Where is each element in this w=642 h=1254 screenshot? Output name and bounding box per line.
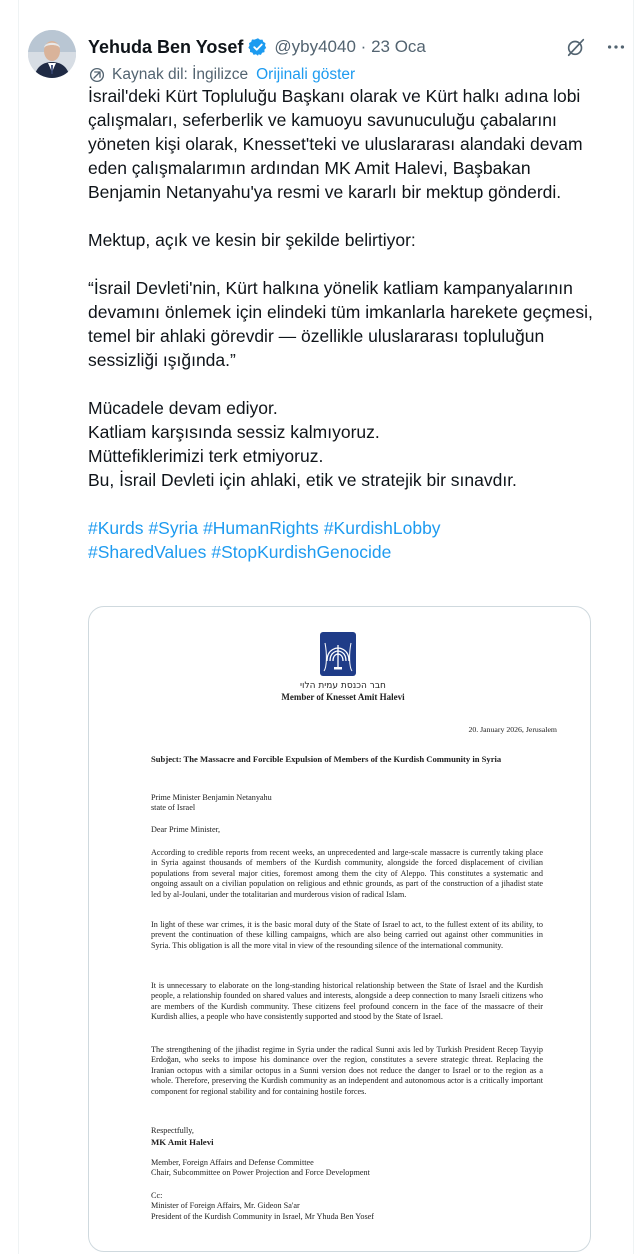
cc-block bbox=[151, 1191, 543, 1222]
translation-label: Kaynak dil: İngilizce bbox=[112, 66, 249, 83]
closing-line: Mücadele devam ediyor. bbox=[88, 398, 278, 418]
closing-line: Müttefiklerimizi terk etmiyoruz. bbox=[88, 446, 324, 466]
avatar-image bbox=[28, 30, 76, 78]
respectfully: Respectfully, bbox=[151, 1126, 194, 1135]
thread-border-right bbox=[633, 0, 634, 1254]
tweet-paragraph: İsrail'deki Kürt Topluluğu Başkanı olarak ve Kürt halkı adına lobi çalışmaları, seferberlik ve kamuoyu savunuculuğu çabalarını yöneten kişi olarak, Knesset'teki ve uluslararası alandaki devam eden çalışmalarımın ardından MK Amit Halevi, Başbakan Benjamin Netanyahu'ya resmi ve kararlı bir mektup gönderdi. bbox=[88, 86, 583, 202]
addressee-line: Prime Minister Benjamin Netanyahu bbox=[151, 793, 272, 802]
closing-line: Bu, İsrail Devleti için ahlaki, etik ve stratejik bir sınavdır. bbox=[88, 470, 517, 490]
signature-name: MK Amit Halevi bbox=[151, 1137, 214, 1147]
hashtag-link[interactable]: #SharedValues bbox=[88, 542, 207, 562]
cc-line: Minister of Foreign Affairs, Mr. Gideon Sa'ar bbox=[151, 1201, 300, 1211]
closing-line: Katliam karşısında sessiz kalmıyoruz. bbox=[88, 422, 380, 442]
addressee-block bbox=[151, 793, 543, 814]
hashtag-link[interactable]: #Kurds bbox=[88, 518, 144, 538]
letter-subject: Subject: The Massacre and Forcible Expulsion of Members of the Kurdish Community in Syria bbox=[151, 754, 502, 764]
menorah-emblem-icon bbox=[319, 631, 357, 677]
letter-paragraph: The strengthening of the jihadist regime in Syria under the radical Sunni axis led by Turkish President Recep Tayyip Erdoğan, who seeks to impose his dominance over the region, constitutes a severe strategic threat. Replacing the Iranian octopus with a similar octopus in a Sunni version does not reduce the danger to Israel or to the region as a whole. Therefore, preserving the Kurdish community as an independent and autonomous actor is a critically important component for regional stability and for containing hostile forces. bbox=[151, 1045, 543, 1096]
hashtag-link[interactable]: #KurdishLobby bbox=[323, 518, 441, 538]
author-handle[interactable] bbox=[274, 37, 425, 57]
letter-paragraph: It is unnecessary to elaborate on the long-standing historical relationship between the State of Israel and the Kurdish people, a relationship founded on shared values and interests, alongside a deep connection to many Israeli citizens who are members of the Kurdish community. These citizens feel profound concern in the face of the massacre of their Kurdish allies, a people who have consistently supported and stood by the State of Israel. bbox=[151, 981, 543, 1022]
separator-dot: · bbox=[360, 37, 367, 56]
tweet-quote-paragraph: “İsrail Devleti'nin, Kürt halkına yönelik katliam kampanyalarının devamını önlemek için elindeki tüm imkanlarla harekete geçmesi, temel bir ahlaki görevdir — özellikle uluslararası topluluğun sessizliği ışığında.” bbox=[88, 278, 593, 370]
grok-icon[interactable] bbox=[564, 35, 588, 59]
avatar[interactable] bbox=[28, 30, 76, 78]
handle-text: @yby4040 bbox=[274, 37, 356, 56]
closing-lines bbox=[88, 396, 608, 492]
letter-date: 20. January 2026, Jerusalem bbox=[468, 725, 557, 734]
hebrew-header: חבר הכנסת עמית הלוי bbox=[300, 681, 386, 691]
addressee-line: state of Israel bbox=[151, 803, 196, 813]
show-original-link[interactable]: Orijinali göster bbox=[256, 66, 356, 83]
member-header: Member of Knesset Amit Halevi bbox=[281, 692, 405, 702]
translation-notice bbox=[88, 64, 355, 86]
letter-paragraph: In light of these war crimes, it is the basic moral duty of the State of Israel to act, to the fullest extent of its ability, to prevent the continuation of these killing campaigns, which are also being carried out against other communities in Syria. This obligation is all the more vital in view of the resounding silence of the international community. bbox=[151, 920, 543, 950]
verified-badge-icon bbox=[248, 37, 268, 57]
title-line: Chair, Subcommittee on Power Projection and Force Development bbox=[151, 1168, 370, 1178]
title-line: Member, Foreign Affairs and Defense Committee bbox=[151, 1158, 314, 1167]
tweet-body bbox=[88, 84, 608, 564]
letter-paragraph: According to credible reports from recent weeks, an unprecedented and large-scale massacre is currently taking place in Syria against thousands of members of the Kurdish community, alongside the forced displacement of civilian populations from several major cities, foremost among them the city of Aleppo. This constitutes a systematic and ongoing assault on a civilian population on religious and ethnic grounds, as part of the construction of a jihadist state led by al-Joulani, under the totalitarian and murderous vision of radical Islam. bbox=[151, 848, 543, 899]
thread-border-left bbox=[18, 0, 19, 1254]
author-name[interactable]: Yehuda Ben Yosef bbox=[88, 36, 244, 57]
tweet-date[interactable]: 23 Oca bbox=[371, 37, 426, 56]
translate-icon bbox=[88, 66, 106, 84]
attached-image[interactable] bbox=[88, 606, 591, 1252]
tweet-header bbox=[88, 34, 628, 60]
hashtag-link[interactable]: #Syria bbox=[148, 518, 199, 538]
cc-label: Cc: bbox=[151, 1191, 163, 1200]
title-block bbox=[151, 1158, 543, 1179]
salutation: Dear Prime Minister, bbox=[151, 825, 221, 834]
hashtag-link[interactable]: #HumanRights bbox=[203, 518, 319, 538]
hashtag-link[interactable]: #StopKurdishGenocide bbox=[211, 542, 392, 562]
more-icon[interactable] bbox=[604, 35, 628, 59]
cc-line: President of the Kurdish Community in Israel, Mr Yhuda Ben Yosef bbox=[151, 1211, 375, 1221]
tweet-paragraph: Mektup, açık ve kesin bir şekilde belirtiyor: bbox=[88, 230, 416, 250]
hashtags bbox=[88, 516, 608, 564]
